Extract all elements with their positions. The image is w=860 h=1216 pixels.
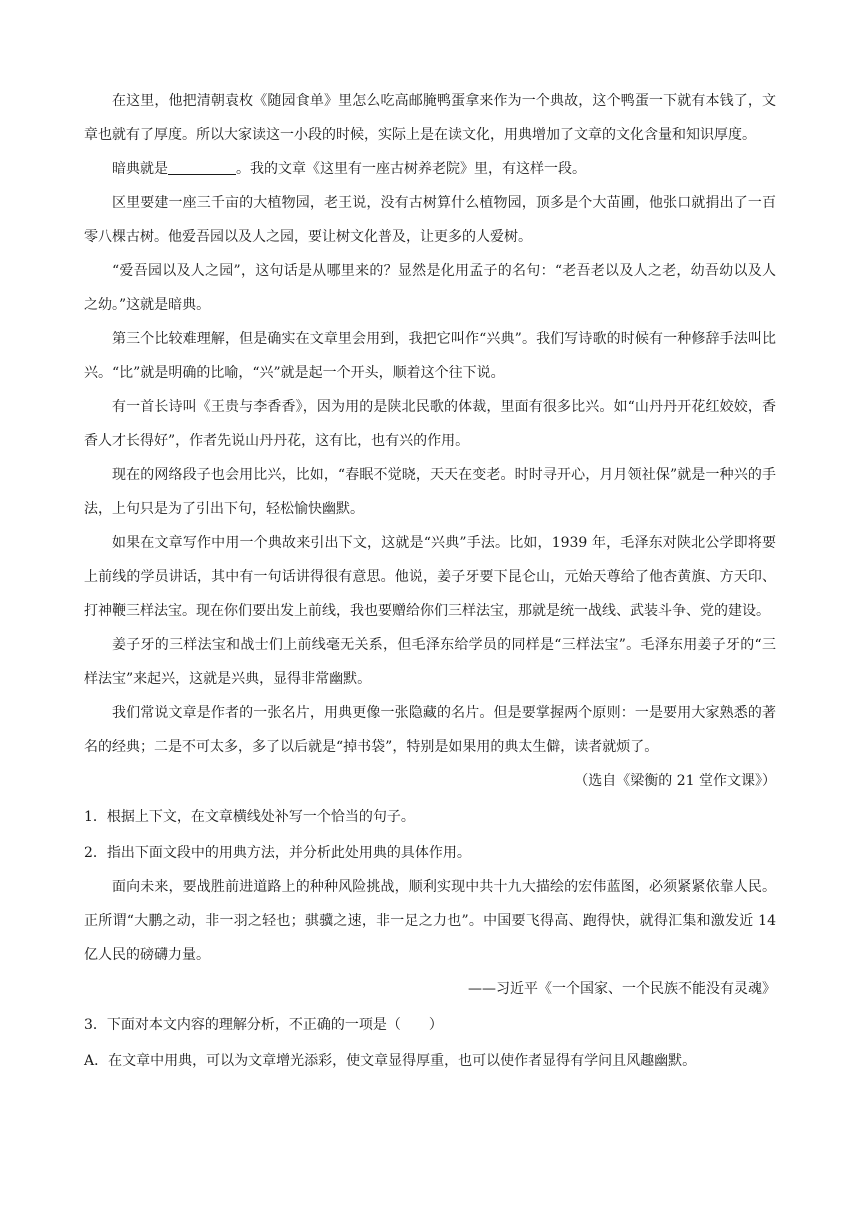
article-paragraph-6: 有一首长诗叫《王贵与李香香》，因为用的是陕北民歌的体裁，里面有很多比兴。如“山丹丹开花红姣姣，香香人才长得好”，作者先说山丹丹花，这有比，也有兴的作用。 xyxy=(84,399,776,449)
article-paragraph-3: 区里要建一座三千亩的大植物园，老王说，没有古树算什么植物园，顶多是个大苗圃，他张口就捐出了一百零八棵古树。他爱吾园以及人之园，要让树文化普及，让更多的人爱树。 xyxy=(84,195,776,245)
article-paragraph-10: 我们常说文章是作者的一张名片，用典更像一张隐藏的名片。但是要掌握两个原则：一是要用大家熟悉的著名的经典；二是不可太多，多了以后就是“掉书袋”，特别是如果用的典太生僻，读者就烦了。 xyxy=(84,705,776,755)
article-paragraph-4: “爱吾园以及人之园”，这句话是从哪里来的？显然是化用孟子的名句：“老吾老以及人之老，幼吾幼以及人之幼。”这就是暗典。 xyxy=(84,263,776,313)
question-1: 1．根据上下文，在文章横线处补写一个恰当的句子。 xyxy=(84,809,415,825)
article-source: （选自《梁衡的 21 堂作文课》） xyxy=(574,773,776,789)
article-paragraph-7: 现在的网络段子也会用比兴，比如，“春眠不觉晓，天天在变老。时时寻开心，月月领社保”就是一种兴的手法，上句只是为了引出下句，轻松愉快幽默。 xyxy=(84,467,776,517)
article-paragraph-9: 姜子牙的三样法宝和战士们上前线毫无关系，但毛泽东给学员的同样是“三样法宝”。毛泽东用姜子牙的“三样法宝”来起兴，这就是兴典，显得非常幽默。 xyxy=(84,637,776,687)
article-paragraph-8: 如果在文章写作中用一个典故来引出下文，这就是“兴典”手法。比如，1939 年，毛泽东对陕北公学即将要上前线的学员讲话，其中有一句话讲得很有意思。他说，姜子牙要下昆仑山，元始天尊给了他杏黄旗、方天印、打神鞭三样法宝。现在你们要出发上前线，我也要赠给你们三样法宝，那就是统一战线、武装斗争、党的建设。 xyxy=(84,535,776,619)
question-3-option-a: A．在文章中用典，可以为文章增光添彩，使文章显得厚重，也可以使作者显得有学问且风趣幽默。 xyxy=(84,1053,697,1069)
question-2-passage: 面向未来，要战胜前进道路上的种种风险挑战，顺利实现中共十九大描绘的宏伟蓝图，必须紧紧依靠人民。正所谓“大鹏之动，非一羽之轻也；骐骥之速，非一足之力也”。中国要飞得高、跑得快，就得汇集和激发近 14 亿人民的磅礴力量。 xyxy=(84,879,776,963)
question-3: 3．下面对本文内容的理解分析，不正确的一项是（ ） xyxy=(84,1017,443,1033)
article-paragraph-2 xyxy=(84,152,776,186)
question-2-source: ——习近平《一个国家、一个民族不能没有灵魂》 xyxy=(468,981,776,997)
question-2: 2．指出下面文段中的用典方法，并分析此处用典的具体作用。 xyxy=(84,845,471,861)
fill-in-blank-line xyxy=(168,160,236,175)
paragraph-2-after-blank: 。我的文章《这里有一座古树养老院》里，有这样一段。 xyxy=(236,161,586,177)
paragraph-2-before-blank: 暗典就是 xyxy=(112,161,168,177)
article-paragraph-1: 在这里，他把清朝袁枚《随园食单》里怎么吃高邮腌鸭蛋拿来作为一个典故，这个鸭蛋一下就有本钱了，文章也就有了厚度。所以大家读这一小段的时候，实际上是在读文化，用典增加了文章的文化含量和知识厚度。 xyxy=(84,93,776,143)
article-paragraph-5: 第三个比较难理解，但是确实在文章里会用到，我把它叫作“兴典”。我们写诗歌的时候有一种修辞手法叫比兴。“比”就是明确的比喻，“兴”就是起一个开头，顺着这个往下说。 xyxy=(84,331,776,381)
